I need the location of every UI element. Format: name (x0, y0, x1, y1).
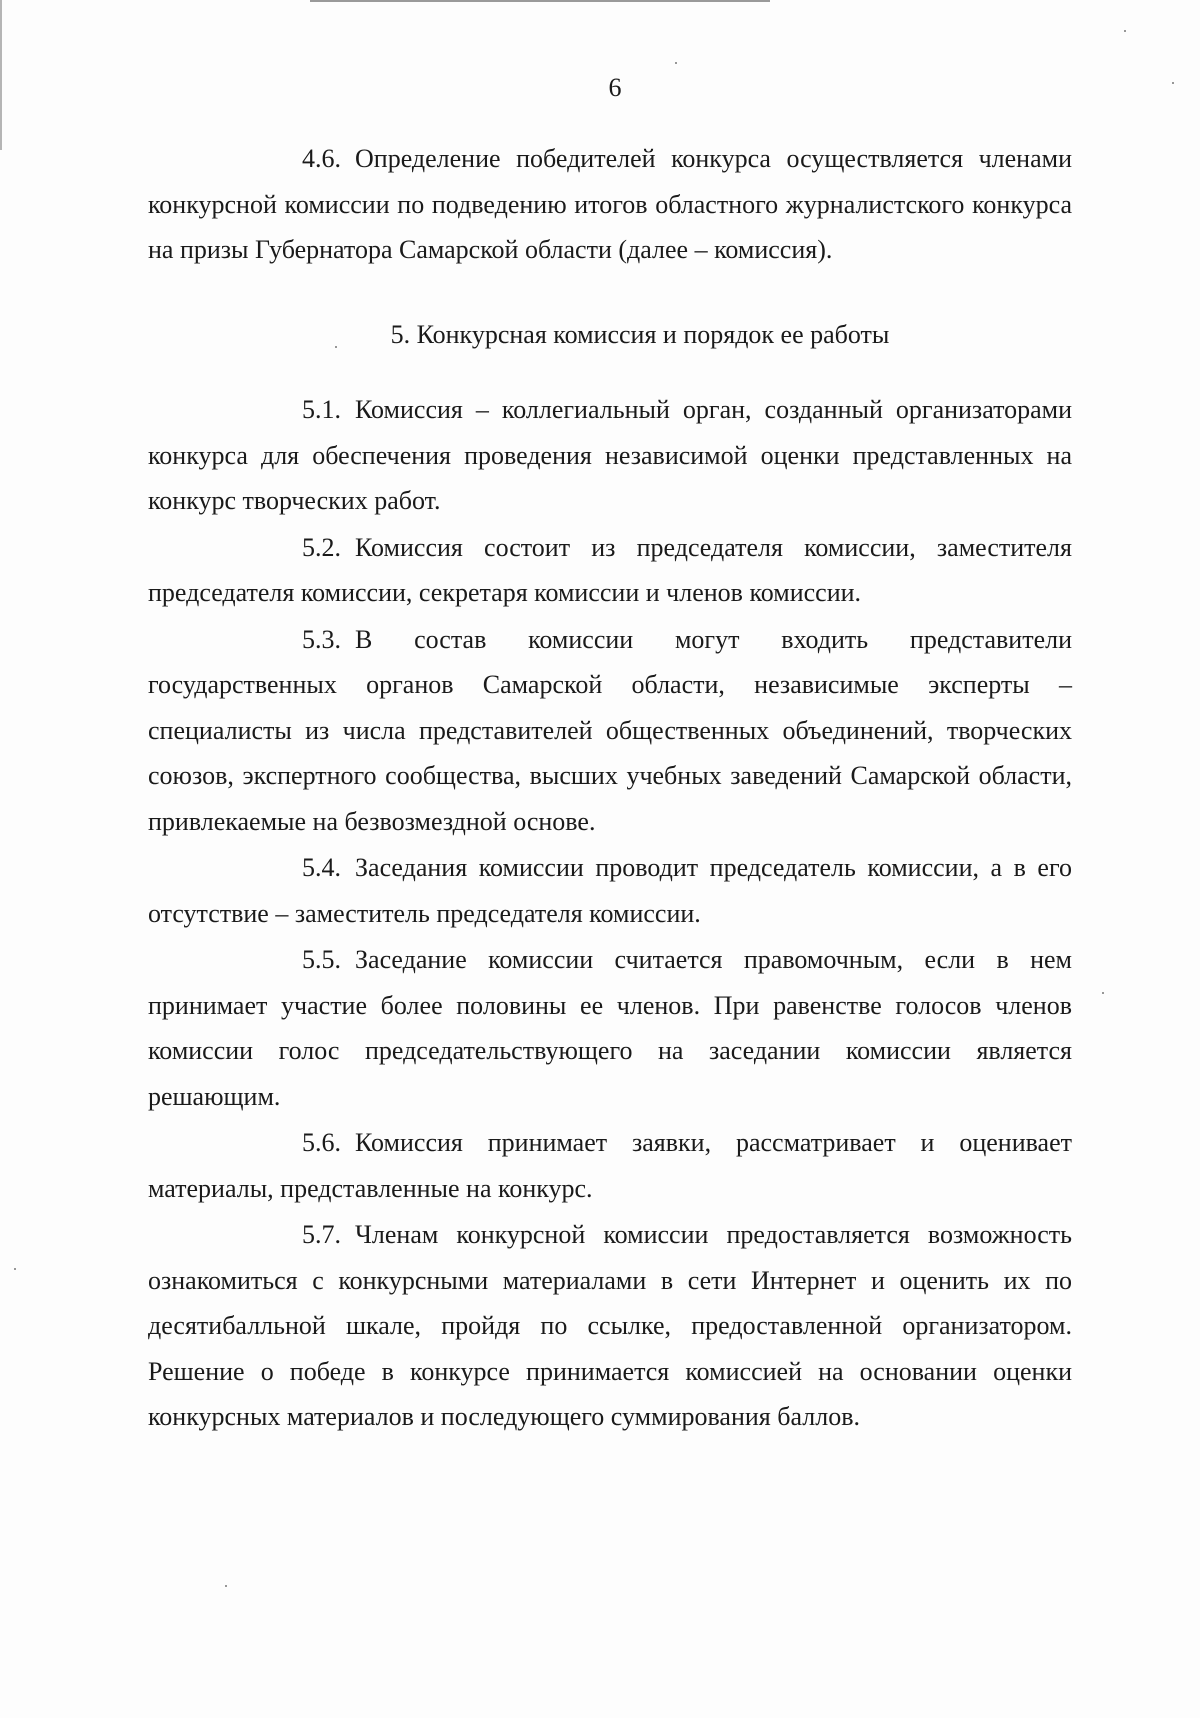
scan-speck (675, 62, 677, 64)
paragraph-number: 5.7. (302, 1220, 341, 1249)
paragraph-5-5 (148, 937, 1072, 1119)
paragraph-text: Определение победителей конкурса осуществляется членами конкурсной комиссии по подведению итогов областного журналистского конкурса на призы Губернатора Самарской области (далее – комиссия). (148, 144, 1072, 264)
paragraph-number: 5.4. (302, 853, 341, 882)
paragraph-5-2 (148, 525, 1072, 616)
scan-speck (1124, 30, 1126, 32)
paragraph-text: Комиссия принимает заявки, рассматривает и оценивает материалы, представленные на конкурс. (148, 1128, 1072, 1203)
paragraph-5-7 (148, 1212, 1072, 1440)
paragraph-text: В состав комиссии могут входить представители государственных органов Самарской области, независимые эксперты – специалисты из числа представителей общественных объединений, творческих союзов, экспертного сообщества, высших учебных заведений Самарской области, привлекаемые на безвозмездной основе. (148, 624, 1072, 836)
paragraph-5-4 (148, 845, 1072, 936)
paragraph-5-3 (148, 617, 1072, 845)
paragraph-number: 5.5. (302, 945, 341, 974)
section-heading: 5. Конкурсная комиссия и порядок ее работы (390, 320, 890, 349)
paragraph-5-1 (148, 387, 1072, 524)
paragraph-text: Членам конкурсной комиссии предоставляется возможность ознакомиться с конкурсными материалами в сети Интернет и оценить их по десятибалльной шкале, пройдя по ссылке, предоставленной организатором. Решение о победе в конкурсе принимается комиссией на основании оценки конкурсных материалов и последующего суммирования баллов. (148, 1220, 1072, 1431)
scan-speck (14, 1268, 16, 1270)
paragraph-number: 5.1. (302, 395, 341, 424)
paragraph-4-6 (148, 136, 1072, 273)
paragraph-5-6 (148, 1120, 1072, 1211)
paragraph-text: Заседания комиссии проводит председатель комиссии, а в его отсутствие – заместитель председателя комиссии. (148, 853, 1072, 928)
scan-speck (1102, 992, 1104, 994)
scan-edge-line (310, 0, 770, 2)
paragraph-number: 4.6. (302, 144, 341, 173)
intro-block (148, 136, 1072, 273)
scan-speck (225, 1585, 227, 1587)
paragraph-number: 5.3. (302, 624, 341, 654)
paragraph-text: Заседание комиссии считается правомочным, если в нем принимает участие более половины ее членов. При равенстве голосов членов комиссии голос председательствующего на заседании комиссии является решающим. (148, 945, 1072, 1111)
page-number: 6 (608, 73, 622, 102)
paragraph-text: Комиссия – коллегиальный орган, созданный организаторами конкурса для обеспечения проведения независимой оценки представленных на конкурс творческих работ. (148, 395, 1072, 515)
section-body (148, 387, 1072, 1440)
paragraph-text: Комиссия состоит из председателя комиссии, заместителя председателя комиссии, секретаря комиссии и членов комиссии. (148, 532, 1072, 607)
paragraph-number: 5.2. (302, 532, 341, 562)
paragraph-number: 5.6. (302, 1128, 341, 1157)
